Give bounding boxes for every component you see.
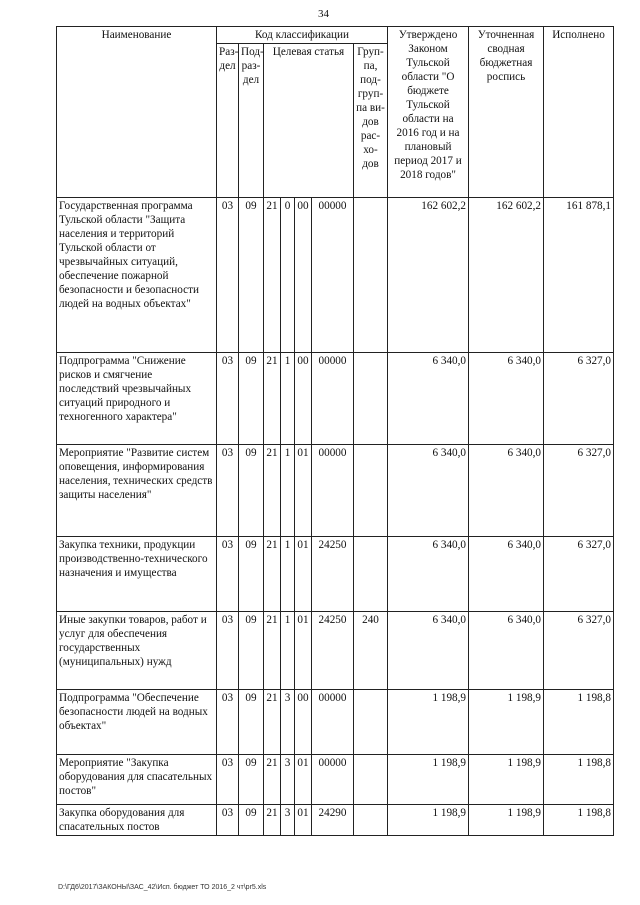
row-expense-group	[354, 755, 388, 805]
row-expense-group	[354, 805, 388, 836]
header-target-item: Целевая статья	[264, 44, 354, 198]
row-subsection: 09	[239, 805, 264, 836]
row-expense-group	[354, 690, 388, 755]
row-target-measure: 00	[295, 353, 312, 445]
row-target-direction: 24250	[312, 537, 354, 612]
table-row	[57, 353, 614, 445]
row-name: Государственная программа Тульской области "Защита населения и территорий Тульской области от чрезвычайных ситуаций, обеспечение пожарной безопасности и безопасности людей на водных объектах"	[57, 198, 217, 353]
row-approved: 162 602,2	[388, 198, 469, 353]
row-target-measure: 01	[295, 537, 312, 612]
header-approved: Утверждено Законом Тульской области "О бюджете Тульской области на 2016 год и на плановый период 2017 и 2018 годов"	[388, 27, 469, 198]
row-name: Мероприятие "Закупка оборудования для спасательных постов"	[57, 755, 217, 805]
row-executed: 161 878,1	[544, 198, 614, 353]
row-target-program: 21	[264, 805, 281, 836]
table-row	[57, 690, 614, 755]
row-target-direction: 00000	[312, 755, 354, 805]
table-row	[57, 755, 614, 805]
row-section: 03	[217, 805, 239, 836]
row-expense-group	[354, 198, 388, 353]
row-section: 03	[217, 537, 239, 612]
row-name: Иные закупки товаров, работ и услуг для обеспечения государственных (муниципальных) нужд	[57, 612, 217, 690]
row-refined: 6 340,0	[469, 353, 544, 445]
row-name: Мероприятие "Развитие систем оповещения, информирования населения, технических средств защиты населения"	[57, 445, 217, 537]
row-target-direction: 24290	[312, 805, 354, 836]
row-target-program: 21	[264, 198, 281, 353]
row-target-program: 21	[264, 690, 281, 755]
row-target-program: 21	[264, 755, 281, 805]
row-section: 03	[217, 198, 239, 353]
row-refined: 1 198,9	[469, 805, 544, 836]
row-executed: 1 198,8	[544, 805, 614, 836]
row-target-measure: 01	[295, 612, 312, 690]
row-expense-group	[354, 445, 388, 537]
row-name: Подпрограмма "Обеспечение безопасности людей на водных объектах"	[57, 690, 217, 755]
row-target-direction: 24250	[312, 612, 354, 690]
row-executed: 6 327,0	[544, 445, 614, 537]
row-subsection: 09	[239, 690, 264, 755]
table-row	[57, 612, 614, 690]
row-approved: 6 340,0	[388, 353, 469, 445]
row-target-program: 21	[264, 445, 281, 537]
row-refined: 1 198,9	[469, 690, 544, 755]
row-target-subprogram: 1	[281, 445, 295, 537]
row-expense-group	[354, 537, 388, 612]
row-name: Закупка оборудования для спасательных постов	[57, 805, 217, 836]
row-target-program: 21	[264, 353, 281, 445]
row-refined: 1 198,9	[469, 755, 544, 805]
table-row	[57, 537, 614, 612]
row-subsection: 09	[239, 353, 264, 445]
row-approved: 1 198,9	[388, 690, 469, 755]
header-section: Раз-дел	[217, 44, 239, 198]
row-target-measure: 01	[295, 755, 312, 805]
row-target-subprogram: 0	[281, 198, 295, 353]
row-target-direction: 00000	[312, 690, 354, 755]
row-section: 03	[217, 353, 239, 445]
row-target-program: 21	[264, 537, 281, 612]
row-refined: 6 340,0	[469, 445, 544, 537]
row-target-subprogram: 3	[281, 755, 295, 805]
row-executed: 1 198,8	[544, 690, 614, 755]
row-executed: 6 327,0	[544, 612, 614, 690]
table-row	[57, 198, 614, 353]
row-target-program: 21	[264, 612, 281, 690]
row-approved: 6 340,0	[388, 537, 469, 612]
row-expense-group	[354, 353, 388, 445]
row-target-measure: 01	[295, 445, 312, 537]
row-approved: 1 198,9	[388, 805, 469, 836]
row-name: Подпрограмма "Снижение рисков и смягчение последствий чрезвычайных ситуаций природного и техногенного характера"	[57, 353, 217, 445]
row-executed: 1 198,8	[544, 755, 614, 805]
table-row	[57, 805, 614, 836]
row-executed: 6 327,0	[544, 537, 614, 612]
row-subsection: 09	[239, 612, 264, 690]
row-subsection: 09	[239, 198, 264, 353]
header-refined: Уточненная сводная бюджетная роспись	[469, 27, 544, 198]
row-expense-group: 240	[354, 612, 388, 690]
row-section: 03	[217, 445, 239, 537]
header-classification: Код классификации	[217, 27, 388, 44]
row-approved: 1 198,9	[388, 755, 469, 805]
row-refined: 6 340,0	[469, 537, 544, 612]
header-name: Наименование	[57, 27, 217, 198]
row-refined: 6 340,0	[469, 612, 544, 690]
file-path-footer: D:\ГД6\2017\ЗАКОНЫ\ЗАС_42\Исп. бюджет ТО 2016_2 чт\pr5.xls	[58, 884, 267, 891]
row-target-subprogram: 1	[281, 537, 295, 612]
row-target-subprogram: 3	[281, 690, 295, 755]
header-executed: Исполнено	[544, 27, 614, 198]
row-target-direction: 00000	[312, 445, 354, 537]
row-target-measure: 00	[295, 198, 312, 353]
row-executed: 6 327,0	[544, 353, 614, 445]
row-section: 03	[217, 690, 239, 755]
row-target-subprogram: 1	[281, 353, 295, 445]
header-expense-group: Груп-па, под-груп-па ви-дов рас-хо-дов	[354, 44, 388, 198]
row-target-subprogram: 3	[281, 805, 295, 836]
table-row	[57, 445, 614, 537]
row-subsection: 09	[239, 755, 264, 805]
row-refined: 162 602,2	[469, 198, 544, 353]
row-target-direction: 00000	[312, 353, 354, 445]
row-subsection: 09	[239, 537, 264, 612]
row-target-measure: 01	[295, 805, 312, 836]
row-target-direction: 00000	[312, 198, 354, 353]
budget-table	[56, 26, 614, 836]
row-approved: 6 340,0	[388, 612, 469, 690]
row-section: 03	[217, 755, 239, 805]
row-target-subprogram: 1	[281, 612, 295, 690]
row-target-measure: 00	[295, 690, 312, 755]
row-section: 03	[217, 612, 239, 690]
header-subsection: Под-раз-дел	[239, 44, 264, 198]
row-subsection: 09	[239, 445, 264, 537]
row-name: Закупка техники, продукции производственно-технического назначения и имущества	[57, 537, 217, 612]
page-number: 34	[318, 8, 329, 20]
row-approved: 6 340,0	[388, 445, 469, 537]
